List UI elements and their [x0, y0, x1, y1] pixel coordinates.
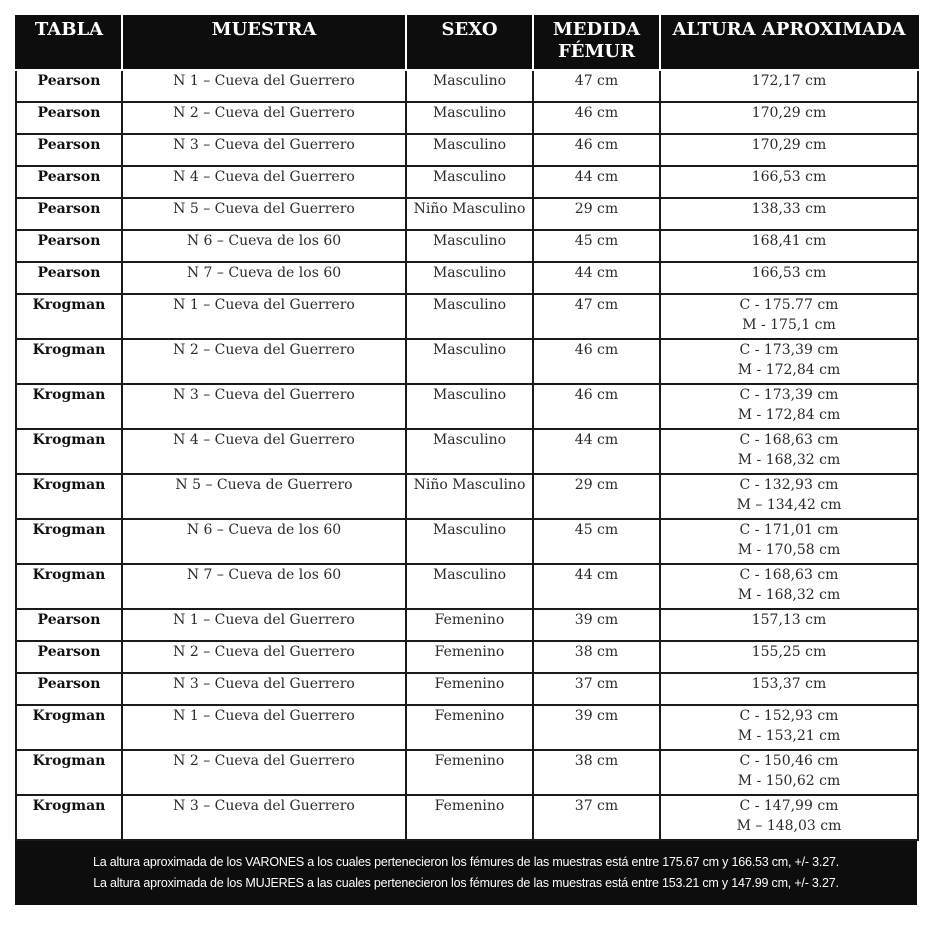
table-row: [16, 230, 918, 262]
cell-sexo: Niño Masculino: [406, 474, 533, 519]
table-row: [16, 673, 918, 705]
table-body: [16, 70, 918, 840]
altura-value: M - 170,58 cm: [737, 542, 841, 558]
cell-altura-aproximada: [660, 262, 918, 294]
table-row: [16, 705, 918, 750]
cell-altura-aproximada: [660, 70, 918, 102]
table-row: [16, 70, 918, 102]
cell-sexo: Masculino: [406, 294, 533, 339]
cell-muestra: N 1 – Cueva del Guerrero: [122, 294, 406, 339]
cell-muestra: N 3 – Cueva del Guerrero: [122, 384, 406, 429]
altura-value: 170,29 cm: [751, 105, 827, 121]
altura-value: 155,25 cm: [751, 644, 827, 660]
altura-value: C - 168,63 cm: [739, 567, 839, 583]
cell-altura-aproximada: [660, 474, 918, 519]
cell-sexo: Masculino: [406, 429, 533, 474]
table-row: [16, 519, 918, 564]
cell-sexo: Femenino: [406, 750, 533, 795]
cell-tabla: Krogman: [16, 750, 122, 795]
cell-tabla: Pearson: [16, 262, 122, 294]
cell-medida-femur: 44 cm: [533, 564, 660, 609]
altura-value: M - 172,84 cm: [737, 407, 841, 423]
altura-value: M - 168,32 cm: [737, 452, 841, 468]
cell-muestra: N 3 – Cueva del Guerrero: [122, 673, 406, 705]
altura-value: M - 153,21 cm: [737, 728, 841, 744]
cell-sexo: Masculino: [406, 230, 533, 262]
cell-altura-aproximada: [660, 750, 918, 795]
cell-tabla: Pearson: [16, 134, 122, 166]
cell-sexo: Femenino: [406, 609, 533, 641]
cell-altura-aproximada: [660, 519, 918, 564]
cell-tabla: Krogman: [16, 339, 122, 384]
cell-sexo: Masculino: [406, 519, 533, 564]
altura-value: M - 175,1 cm: [742, 317, 836, 333]
summary-line-males: La altura aproximada de los VARONES a los cuales pertenecieron los fémures de las muestras está entre 175.67 cm y 166.53 cm, +/- 3.27.: [93, 855, 839, 869]
cell-medida-femur: 47 cm: [533, 70, 660, 102]
cell-tabla: Krogman: [16, 519, 122, 564]
cell-tabla: Krogman: [16, 564, 122, 609]
table-row: [16, 134, 918, 166]
cell-medida-femur: 45 cm: [533, 519, 660, 564]
cell-muestra: N 2 – Cueva del Guerrero: [122, 339, 406, 384]
altura-value: 172,17 cm: [751, 73, 827, 89]
cell-medida-femur: 46 cm: [533, 134, 660, 166]
altura-value: 166,53 cm: [751, 169, 827, 185]
cell-sexo: Masculino: [406, 262, 533, 294]
altura-value: 170,29 cm: [751, 137, 827, 153]
cell-altura-aproximada: [660, 641, 918, 673]
table-row: [16, 198, 918, 230]
cell-tabla: Krogman: [16, 384, 122, 429]
altura-value: 138,33 cm: [751, 201, 827, 217]
cell-medida-femur: 39 cm: [533, 609, 660, 641]
header-medida-femur: [533, 16, 660, 70]
table-row: [16, 609, 918, 641]
cell-tabla: Pearson: [16, 641, 122, 673]
altura-value: C - 152,93 cm: [739, 708, 839, 724]
cell-sexo: Femenino: [406, 795, 533, 840]
cell-tabla: Pearson: [16, 673, 122, 705]
cell-tabla: Krogman: [16, 705, 122, 750]
cell-muestra: N 2 – Cueva del Guerrero: [122, 750, 406, 795]
altura-value: M - 168,32 cm: [737, 587, 841, 603]
table-row: [16, 384, 918, 429]
cell-muestra: N 3 – Cueva del Guerrero: [122, 795, 406, 840]
altura-value: M - 172,84 cm: [737, 362, 841, 378]
cell-altura-aproximada: [660, 294, 918, 339]
cell-tabla: Pearson: [16, 198, 122, 230]
table-row: [16, 564, 918, 609]
altura-value: C - 171,01 cm: [739, 522, 839, 538]
cell-altura-aproximada: [660, 429, 918, 474]
header-medida-line1: MEDIDA: [552, 19, 641, 40]
cell-medida-femur: 47 cm: [533, 294, 660, 339]
altura-value: C - 147,99 cm: [739, 798, 839, 814]
header-medida-line2: FÉMUR: [557, 41, 636, 62]
altura-value: M – 148,03 cm: [736, 818, 842, 834]
altura-value: C - 175.77 cm: [739, 297, 839, 313]
cell-medida-femur: 38 cm: [533, 641, 660, 673]
cell-medida-femur: 37 cm: [533, 673, 660, 705]
cell-tabla: Krogman: [16, 429, 122, 474]
cell-tabla: Pearson: [16, 166, 122, 198]
cell-sexo: Masculino: [406, 166, 533, 198]
table-header: [16, 16, 918, 70]
header-altura: ALTURA APROXIMADA: [660, 16, 918, 70]
cell-muestra: N 1 – Cueva del Guerrero: [122, 609, 406, 641]
cell-muestra: N 3 – Cueva del Guerrero: [122, 134, 406, 166]
altura-value: C - 173,39 cm: [739, 387, 839, 403]
stature-table-sheet: [15, 15, 917, 905]
cell-muestra: N 6 – Cueva de los 60: [122, 230, 406, 262]
cell-tabla: Pearson: [16, 230, 122, 262]
cell-altura-aproximada: [660, 230, 918, 262]
summary-footer: [15, 841, 917, 905]
table-row: [16, 641, 918, 673]
altura-value: 166,53 cm: [751, 265, 827, 281]
cell-muestra: N 1 – Cueva del Guerrero: [122, 705, 406, 750]
cell-altura-aproximada: [660, 609, 918, 641]
altura-value: 157,13 cm: [751, 612, 827, 628]
header-muestra: MUESTRA: [122, 16, 406, 70]
altura-value: M – 134,42 cm: [736, 497, 842, 513]
cell-tabla: Pearson: [16, 102, 122, 134]
cell-medida-femur: 39 cm: [533, 705, 660, 750]
cell-tabla: Pearson: [16, 609, 122, 641]
summary-line-females: La altura aproximada de los MUJERES a las cuales pertenecieron los fémures de las muestras está entre 153.21 cm y 147.99 cm, +/- 3.27.: [93, 876, 839, 890]
cell-muestra: N 5 – Cueva del Guerrero: [122, 198, 406, 230]
header-row: [16, 16, 918, 70]
cell-sexo: Masculino: [406, 70, 533, 102]
cell-muestra: N 7 – Cueva de los 60: [122, 262, 406, 294]
cell-tabla: Pearson: [16, 70, 122, 102]
cell-altura-aproximada: [660, 102, 918, 134]
cell-altura-aproximada: [660, 673, 918, 705]
cell-medida-femur: 46 cm: [533, 339, 660, 384]
cell-muestra: N 2 – Cueva del Guerrero: [122, 102, 406, 134]
altura-value: C - 173,39 cm: [739, 342, 839, 358]
cell-altura-aproximada: [660, 795, 918, 840]
altura-value: C - 132,93 cm: [739, 477, 839, 493]
cell-medida-femur: 44 cm: [533, 262, 660, 294]
cell-sexo: Masculino: [406, 102, 533, 134]
cell-sexo: Femenino: [406, 641, 533, 673]
cell-muestra: N 1 – Cueva del Guerrero: [122, 70, 406, 102]
cell-medida-femur: 29 cm: [533, 474, 660, 519]
cell-tabla: Krogman: [16, 795, 122, 840]
table-row: [16, 339, 918, 384]
table-row: [16, 294, 918, 339]
altura-value: C - 168,63 cm: [739, 432, 839, 448]
cell-muestra: N 6 – Cueva de los 60: [122, 519, 406, 564]
cell-muestra: N 7 – Cueva de los 60: [122, 564, 406, 609]
altura-value: 168,41 cm: [751, 233, 827, 249]
table-row: [16, 262, 918, 294]
cell-sexo: Masculino: [406, 384, 533, 429]
cell-sexo: Masculino: [406, 339, 533, 384]
cell-altura-aproximada: [660, 166, 918, 198]
cell-medida-femur: 44 cm: [533, 429, 660, 474]
cell-muestra: N 5 – Cueva de Guerrero: [122, 474, 406, 519]
altura-value: C - 150,46 cm: [739, 753, 839, 769]
cell-medida-femur: 46 cm: [533, 102, 660, 134]
altura-value: M - 150,62 cm: [737, 773, 841, 789]
cell-sexo: Masculino: [406, 564, 533, 609]
cell-sexo: Niño Masculino: [406, 198, 533, 230]
cell-altura-aproximada: [660, 339, 918, 384]
header-sexo: SEXO: [406, 16, 533, 70]
table-row: [16, 429, 918, 474]
stature-table: [15, 15, 919, 841]
cell-tabla: Krogman: [16, 294, 122, 339]
cell-altura-aproximada: [660, 134, 918, 166]
header-tabla: TABLA: [16, 16, 122, 70]
table-row: [16, 102, 918, 134]
cell-medida-femur: 46 cm: [533, 384, 660, 429]
cell-medida-femur: 44 cm: [533, 166, 660, 198]
cell-medida-femur: 37 cm: [533, 795, 660, 840]
cell-medida-femur: 29 cm: [533, 198, 660, 230]
cell-altura-aproximada: [660, 198, 918, 230]
cell-muestra: N 4 – Cueva del Guerrero: [122, 166, 406, 198]
cell-altura-aproximada: [660, 384, 918, 429]
cell-sexo: Femenino: [406, 705, 533, 750]
altura-value: 153,37 cm: [751, 676, 827, 692]
cell-tabla: Krogman: [16, 474, 122, 519]
cell-muestra: N 2 – Cueva del Guerrero: [122, 641, 406, 673]
table-row: [16, 750, 918, 795]
table-row: [16, 474, 918, 519]
cell-altura-aproximada: [660, 564, 918, 609]
cell-sexo: Femenino: [406, 673, 533, 705]
cell-altura-aproximada: [660, 705, 918, 750]
cell-muestra: N 4 – Cueva del Guerrero: [122, 429, 406, 474]
cell-sexo: Masculino: [406, 134, 533, 166]
cell-medida-femur: 38 cm: [533, 750, 660, 795]
cell-medida-femur: 45 cm: [533, 230, 660, 262]
table-row: [16, 166, 918, 198]
table-row: [16, 795, 918, 840]
